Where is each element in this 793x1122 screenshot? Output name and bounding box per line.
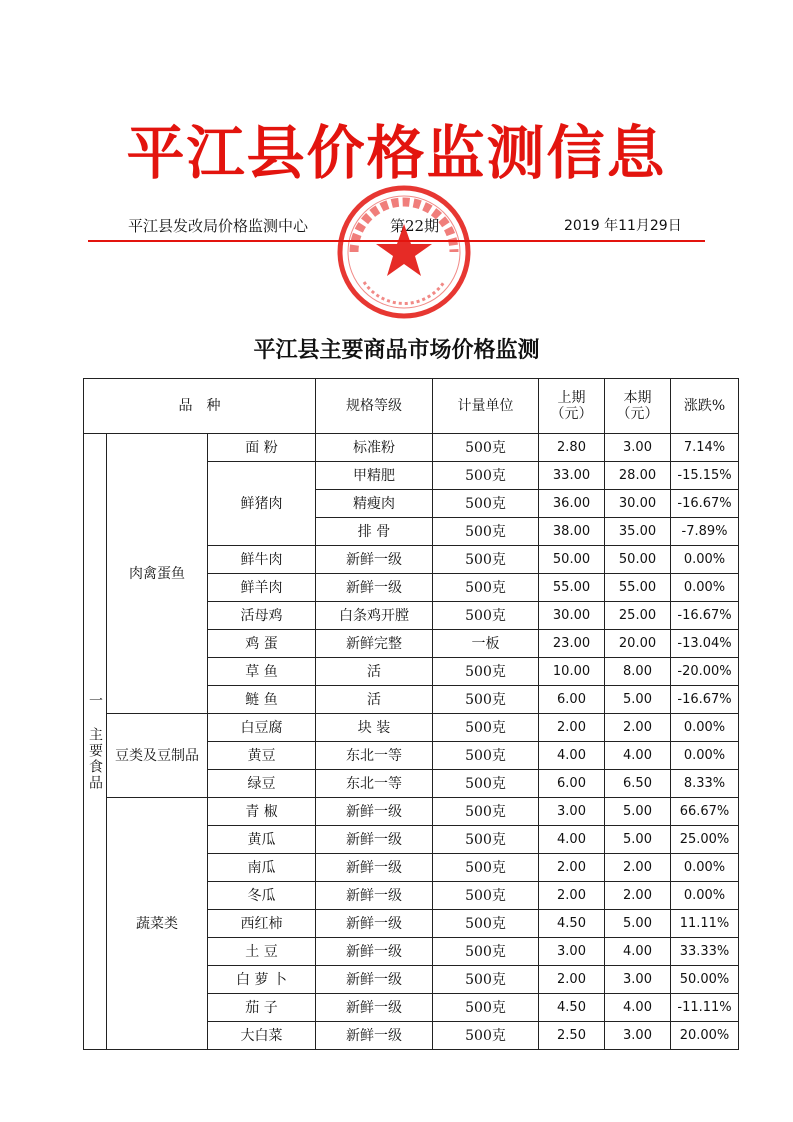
price-change: 20.00% (671, 1022, 739, 1050)
price-change: -11.11% (671, 994, 739, 1022)
prev-price: 36.00 (539, 490, 605, 518)
item-spec: 新鲜完整 (316, 630, 433, 658)
item-spec: 新鲜一级 (316, 938, 433, 966)
item-unit: 500克 (433, 994, 539, 1022)
price-change: -20.00% (671, 658, 739, 686)
item-name: 面 粉 (208, 434, 316, 462)
item-name: 绿豆 (208, 770, 316, 798)
price-change: -7.89% (671, 518, 739, 546)
category-label: 蔬菜类 (107, 798, 208, 1050)
price-change: 0.00% (671, 546, 739, 574)
item-unit: 500克 (433, 798, 539, 826)
prev-price: 30.00 (539, 602, 605, 630)
curr-price: 2.00 (605, 854, 671, 882)
department-name: 平江县发改局价格监测中心 (128, 217, 309, 235)
prev-price: 6.00 (539, 686, 605, 714)
item-unit: 一板 (433, 630, 539, 658)
item-unit: 500克 (433, 910, 539, 938)
price-change: -16.67% (671, 686, 739, 714)
item-unit: 500克 (433, 490, 539, 518)
prev-price: 23.00 (539, 630, 605, 658)
prev-price: 4.50 (539, 910, 605, 938)
item-name: 白 萝 卜 (208, 966, 316, 994)
item-name: 青 椒 (208, 798, 316, 826)
item-spec: 东北一等 (316, 770, 433, 798)
curr-price: 4.00 (605, 742, 671, 770)
item-spec: 新鲜一级 (316, 882, 433, 910)
item-name: 黄瓜 (208, 826, 316, 854)
table-row (84, 714, 739, 742)
item-spec: 新鲜一级 (316, 854, 433, 882)
curr-price: 35.00 (605, 518, 671, 546)
item-name: 大白菜 (208, 1022, 316, 1050)
item-name: 茄 子 (208, 994, 316, 1022)
item-name: 鸡 蛋 (208, 630, 316, 658)
price-change: 25.00% (671, 826, 739, 854)
item-spec: 新鲜一级 (316, 798, 433, 826)
item-name: 鲜羊肉 (208, 574, 316, 602)
item-spec: 新鲜一级 (316, 994, 433, 1022)
prev-price: 6.00 (539, 770, 605, 798)
price-change: 66.67% (671, 798, 739, 826)
price-change: 0.00% (671, 882, 739, 910)
item-name: 鲢 鱼 (208, 686, 316, 714)
curr-price: 20.00 (605, 630, 671, 658)
item-unit: 500克 (433, 714, 539, 742)
curr-price: 55.00 (605, 574, 671, 602)
official-seal (334, 182, 474, 322)
price-table (83, 378, 739, 1050)
curr-price: 5.00 (605, 798, 671, 826)
price-change: 50.00% (671, 966, 739, 994)
prev-price: 2.00 (539, 966, 605, 994)
curr-price: 30.00 (605, 490, 671, 518)
item-spec: 活 (316, 658, 433, 686)
price-change: 0.00% (671, 574, 739, 602)
item-spec: 新鲜一级 (316, 574, 433, 602)
curr-price: 8.00 (605, 658, 671, 686)
issue-number: 第22期 (390, 217, 440, 235)
item-spec: 新鲜一级 (316, 546, 433, 574)
price-change: 0.00% (671, 854, 739, 882)
seal-star-icon (376, 224, 432, 276)
column-header-curr: 本期 （元） (605, 379, 671, 434)
price-change: 0.00% (671, 714, 739, 742)
price-change: -15.15% (671, 462, 739, 490)
price-change: 7.14% (671, 434, 739, 462)
item-spec: 甲精肥 (316, 462, 433, 490)
item-name: 白豆腐 (208, 714, 316, 742)
curr-price: 25.00 (605, 602, 671, 630)
prev-price: 4.00 (539, 826, 605, 854)
curr-price: 5.00 (605, 910, 671, 938)
curr-price: 5.00 (605, 826, 671, 854)
prev-price: 4.50 (539, 994, 605, 1022)
item-name: 草 鱼 (208, 658, 316, 686)
prev-price: 2.00 (539, 882, 605, 910)
item-unit: 500克 (433, 826, 539, 854)
item-name: 土 豆 (208, 938, 316, 966)
curr-price: 2.00 (605, 882, 671, 910)
price-change: 0.00% (671, 742, 739, 770)
table-header-row (84, 379, 739, 434)
item-unit: 500克 (433, 854, 539, 882)
item-unit: 500克 (433, 882, 539, 910)
item-unit: 500克 (433, 742, 539, 770)
prev-price: 3.00 (539, 798, 605, 826)
section-label: 一 主要食品 (84, 434, 107, 1050)
curr-price: 28.00 (605, 462, 671, 490)
item-unit: 500克 (433, 966, 539, 994)
item-unit: 500克 (433, 1022, 539, 1050)
item-spec: 活 (316, 686, 433, 714)
curr-price: 5.00 (605, 686, 671, 714)
price-change: -13.04% (671, 630, 739, 658)
item-name: 黄豆 (208, 742, 316, 770)
item-spec: 标准粉 (316, 434, 433, 462)
item-unit: 500克 (433, 546, 539, 574)
table-row (84, 434, 739, 462)
item-spec: 白条鸡开膛 (316, 602, 433, 630)
prev-price: 2.00 (539, 714, 605, 742)
issue-date: 2019 年11月29日 (564, 218, 682, 234)
item-name: 活母鸡 (208, 602, 316, 630)
item-unit: 500克 (433, 574, 539, 602)
item-spec: 块 装 (316, 714, 433, 742)
prev-price: 55.00 (539, 574, 605, 602)
item-spec: 新鲜一级 (316, 826, 433, 854)
column-header-spec: 规格等级 (316, 379, 433, 434)
price-change: 33.33% (671, 938, 739, 966)
curr-price: 3.00 (605, 1022, 671, 1050)
item-unit: 500克 (433, 518, 539, 546)
curr-price: 6.50 (605, 770, 671, 798)
curr-price: 3.00 (605, 434, 671, 462)
column-header-unit: 计量单位 (433, 379, 539, 434)
item-name: 鲜牛肉 (208, 546, 316, 574)
item-spec: 新鲜一级 (316, 1022, 433, 1050)
table-title: 平江县主要商品市场价格监测 (253, 338, 540, 363)
item-unit: 500克 (433, 938, 539, 966)
category-label: 肉禽蛋鱼 (107, 434, 208, 714)
curr-price: 2.00 (605, 714, 671, 742)
prev-price: 38.00 (539, 518, 605, 546)
table-row (84, 798, 739, 826)
item-unit: 500克 (433, 434, 539, 462)
prev-price: 2.00 (539, 854, 605, 882)
item-unit: 500克 (433, 462, 539, 490)
prev-price: 3.00 (539, 938, 605, 966)
prev-price: 2.50 (539, 1022, 605, 1050)
curr-price: 50.00 (605, 546, 671, 574)
item-unit: 500克 (433, 770, 539, 798)
prev-price: 33.00 (539, 462, 605, 490)
item-spec: 新鲜一级 (316, 910, 433, 938)
curr-price: 4.00 (605, 994, 671, 1022)
column-header-variety: 品 种 (84, 379, 316, 434)
price-change: 8.33% (671, 770, 739, 798)
document-title: 平江县价格监测信息 (126, 119, 667, 187)
prev-price: 50.00 (539, 546, 605, 574)
item-name: 鲜猪肉 (208, 462, 316, 546)
prev-price: 2.80 (539, 434, 605, 462)
prev-price: 10.00 (539, 658, 605, 686)
price-change: -16.67% (671, 490, 739, 518)
item-spec: 排 骨 (316, 518, 433, 546)
column-header-change: 涨跌% (671, 379, 739, 434)
curr-price: 4.00 (605, 938, 671, 966)
column-header-prev: 上期 （元） (539, 379, 605, 434)
item-spec: 新鲜一级 (316, 966, 433, 994)
item-name: 南瓜 (208, 854, 316, 882)
curr-price: 3.00 (605, 966, 671, 994)
item-spec: 东北一等 (316, 742, 433, 770)
item-unit: 500克 (433, 658, 539, 686)
item-spec: 精瘦肉 (316, 490, 433, 518)
prev-price: 4.00 (539, 742, 605, 770)
item-unit: 500克 (433, 686, 539, 714)
category-label: 豆类及豆制品 (107, 714, 208, 798)
price-change: 11.11% (671, 910, 739, 938)
item-name: 西红柿 (208, 910, 316, 938)
item-name: 冬瓜 (208, 882, 316, 910)
item-unit: 500克 (433, 602, 539, 630)
price-change: -16.67% (671, 602, 739, 630)
